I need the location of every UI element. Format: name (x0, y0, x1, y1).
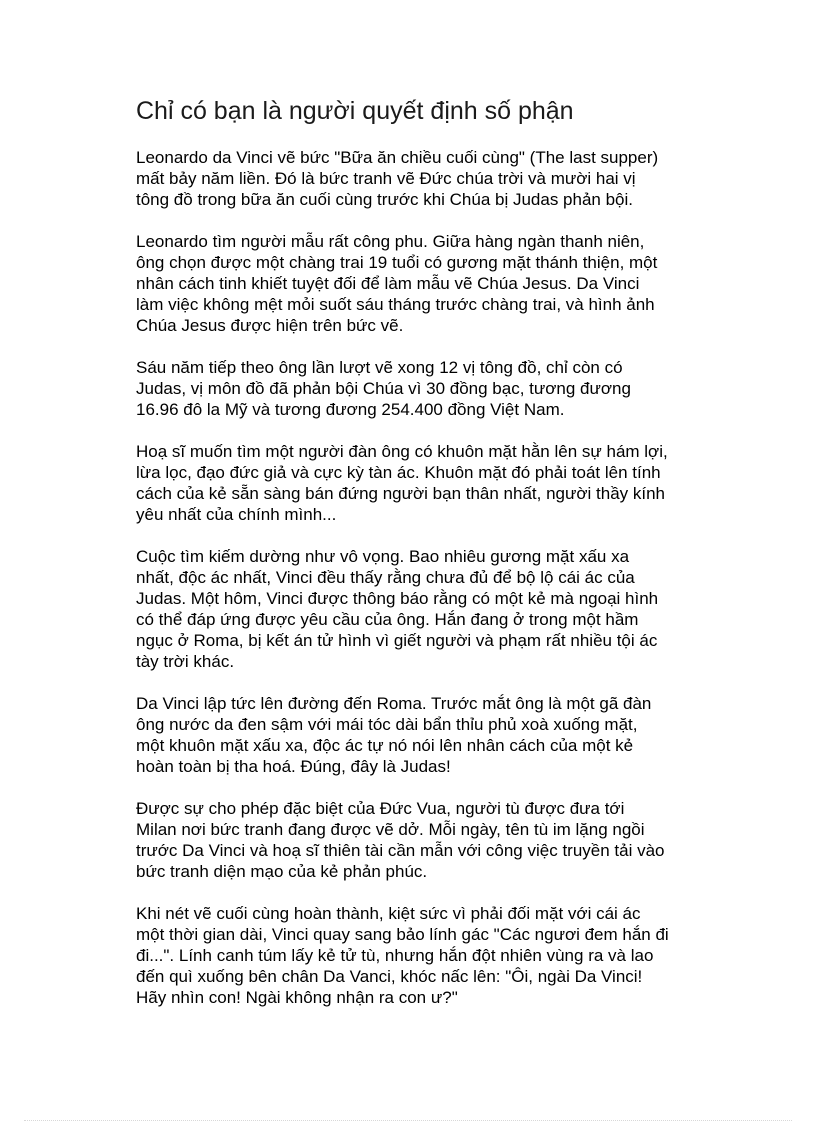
text-line: có thể đáp ứng được yêu cầu của ông. Hắn đang ở trong một hầm (136, 610, 639, 629)
text-line: Leonardo da Vinci vẽ bức "Bữa ăn chiều cuối cùng" (The last supper) (136, 148, 659, 167)
text-line: nhân cách tinh khiết tuyệt đối để làm mẫu vẽ Chúa Jesus. Da Vinci (136, 274, 640, 293)
page-bottom-divider (24, 1120, 792, 1121)
text-line: một thời gian dài, Vinci quay sang bảo lính gác "Các ngươi đem hắn đi (136, 925, 669, 944)
text-line: Khi nét vẽ cuối cùng hoàn thành, kiệt sức vì phải đối mặt với cái ác (136, 904, 641, 923)
text-line: đi...". Lính canh túm lấy kẻ tử tù, nhưng hắn đột nhiên vùng ra và lao (136, 946, 654, 965)
text-line: 16.96 đô la Mỹ và tương đương 254.400 đồng Việt Nam. (136, 400, 565, 419)
text-line: ông chọn được một chàng trai 19 tuổi có gương mặt thánh thiện, một (136, 253, 658, 272)
text-line: lừa lọc, đạo đức giả và cực kỳ tàn ác. Khuôn mặt đó phải toát lên tính (136, 463, 661, 482)
text-line: trước Da Vinci và hoạ sĩ thiên tài cần mẫn với công việc truyền tải vào (136, 841, 665, 860)
text-line: Cuộc tìm kiếm dường như vô vọng. Bao nhiêu gương mặt xấu xa (136, 547, 630, 566)
text-line: một khuôn mặt xấu xa, độc ác tự nó nói lên nhân cách của một kẻ (136, 736, 634, 755)
text-line: Hãy nhìn con! Ngài không nhận ra con ư?" (136, 988, 458, 1007)
text-line: làm việc không mệt mỏi suốt sáu tháng trước chàng trai, và hình ảnh (136, 295, 655, 314)
text-line: đến quì xuống bên chân Da Vanci, khóc nấc lên: "Ôi, ngài Da Vinci! (136, 967, 643, 986)
paragraph (136, 546, 748, 672)
text-line: Da Vinci lập tức lên đường đến Roma. Trước mắt ông là một gã đàn (136, 694, 652, 713)
text-line: mất bảy năm liền. Đó là bức tranh vẽ Đức chúa trời và mười hai vị (136, 169, 636, 188)
text-line: Chúa Jesus được hiện trên bức vẽ. (136, 316, 404, 335)
text-line: tày trời khác. (136, 652, 235, 671)
paragraph (136, 231, 748, 336)
paragraph (136, 798, 748, 882)
text-line: cách của kẻ sẵn sàng bán đứng người bạn thân nhất, người thầy kính (136, 484, 666, 503)
paragraph (136, 147, 748, 210)
text-line: Judas. Một hôm, Vinci được thông báo rằng có một kẻ mà ngoại hình (136, 589, 659, 608)
text-line: ngục ở Roma, bị kết án tử hình vì giết người và phạm rất nhiều tội ác (136, 631, 658, 650)
text-line: Sáu năm tiếp theo ông lần lượt vẽ xong 12 vị tông đồ, chỉ còn có (136, 358, 623, 377)
text-line: ông nước da đen sậm với mái tóc dài bẩn thỉu phủ xoà xuống mặt, (136, 715, 638, 734)
paragraph (136, 357, 748, 420)
text-line: tông đồ trong bữa ăn cuối cùng trước khi Chúa bị Judas phản bội. (136, 190, 634, 209)
paragraph (136, 441, 748, 525)
text-line: Được sự cho phép đặc biệt của Đức Vua, người tù được đưa tới (136, 799, 625, 818)
paragraph (136, 903, 748, 1008)
text-line: bức tranh diện mạo của kẻ phản phúc. (136, 862, 428, 881)
document-title: Chỉ có bạn là người quyết định số phận (136, 97, 574, 125)
text-line: nhất, độc ác nhất, Vinci đều thấy rằng chưa đủ để bộ lộ cái ác của (136, 568, 635, 587)
text-line: Leonardo tìm người mẫu rất công phu. Giữa hàng ngàn thanh niên, (136, 232, 645, 251)
text-line: Milan nơi bức tranh đang được vẽ dở. Mỗi ngày, tên tù im lặng ngồi (136, 820, 645, 839)
text-line: Judas, vị môn đồ đã phản bội Chúa vì 30 đồng bạc, tương đương (136, 379, 631, 398)
text-line: yêu nhất của chính mình... (136, 505, 337, 524)
text-line: hoàn toàn bị tha hoá. Đúng, đây là Judas! (136, 757, 451, 776)
paragraph (136, 693, 748, 777)
text-line: Hoạ sĩ muốn tìm một người đàn ông có khuôn mặt hằn lên sự hám lợi, (136, 442, 668, 461)
document-body (136, 147, 748, 1029)
